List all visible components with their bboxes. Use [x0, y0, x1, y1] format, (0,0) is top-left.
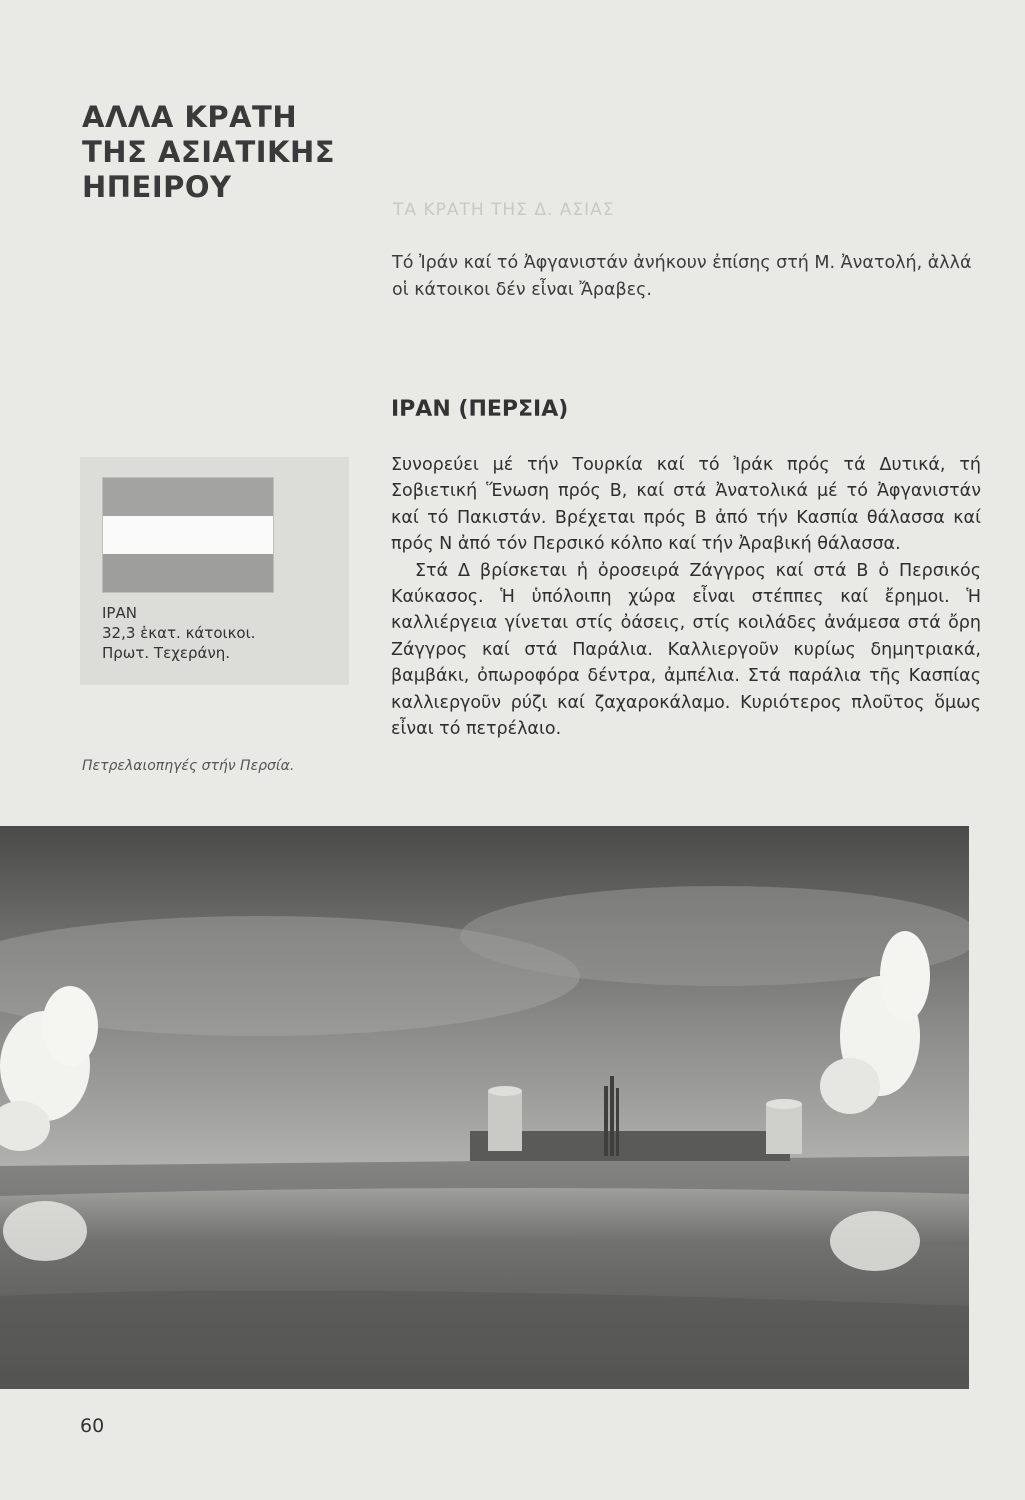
flag-stripe-bottom [103, 554, 273, 592]
iran-flag-image [102, 477, 274, 593]
chapter-title-line-2: ΤΗΣ ΑΣΙΑΤΙΚΗΣ [82, 135, 336, 169]
country-capital: Πρωτ. Τεχεράνη. [102, 644, 231, 662]
body-paragraph-1: Συνορεύει μέ τήν Τουρκία καί τό Ἰράκ πρός τά Δυτικά, τή Σοβιετική Ἕνωση πρός Β, καί στά Ἀνατολικά μέ τό Ἀφγανιστάν καί τό Πακιστάν. Βρέχεται πρός Β ἀπό τήν Κασπία θάλασσα καί πρός Ν ἀπό τόν Περσικό κόλπο καί τήν Ἀραβική θάλασσα. [391, 455, 981, 555]
flag-stripe-top [103, 478, 273, 516]
oil-field-photo-graphic [0, 826, 969, 1389]
flag-stripe-middle [103, 516, 273, 554]
oil-field-photo [0, 826, 969, 1389]
page-number: 60 [80, 1415, 105, 1437]
section-heading: ΤΑ ΚΡΑΤΗ ΤΗΣ Δ. ΑΣΙΑΣ [393, 200, 615, 220]
country-facts [102, 603, 255, 663]
chapter-title-line-3: ΗΠΕΙΡΟΥ [82, 170, 232, 204]
chapter-title-line-1: ΑΛΛΑ ΚΡΑΤΗ [82, 100, 298, 134]
country-population: 32,3 ἑκατ. κάτοικοι. [102, 624, 256, 642]
body-paragraph-2: Στά Δ βρίσκεται ἡ ὀροσειρά Ζάγγρος καί στά Β ὁ Περσικός Καύκασος. Ἡ ὑπόλοιπη χώρα εἶναι στέππες καί ἔρημοι. Ἡ καλλιέργεια γίνεται στίς ὀάσεις, στίς κοιλάδες ἀνάμεσα στά ὄρη Ζάγγρος καί στά Παράλια. Καλλιεργοῦν κυρίως δημητριακά, βαμβάκι, ὀπωροφόρα δέντρα, ἀμπέλια. Στά παράλια τῆς Κασπίας καλλιεργοῦν ρύζι καί ζαχαροκάλαμο. Κυριότερος πλοῦτος ὅμως εἶναι τό πετρέλαιο. [391, 560, 981, 740]
country-info-box [80, 457, 349, 685]
intro-paragraph: Τό Ἰράν καί τό Ἀφγανιστάν ἀνήκουν ἐπίσης στή Μ. Ἀνατολή, ἀλλά οἱ κάτοικοι δέν εἶναι Ἄραβες. [392, 253, 972, 300]
body-text [391, 452, 981, 742]
country-heading: ΙΡΑΝ (ΠΕΡΣΙΑ) [391, 397, 569, 422]
country-name: ΙΡΑΝ [102, 604, 137, 622]
photo-caption: Πετρελαιοπηγές στήν Περσία. [82, 758, 295, 774]
chapter-title [82, 100, 342, 205]
